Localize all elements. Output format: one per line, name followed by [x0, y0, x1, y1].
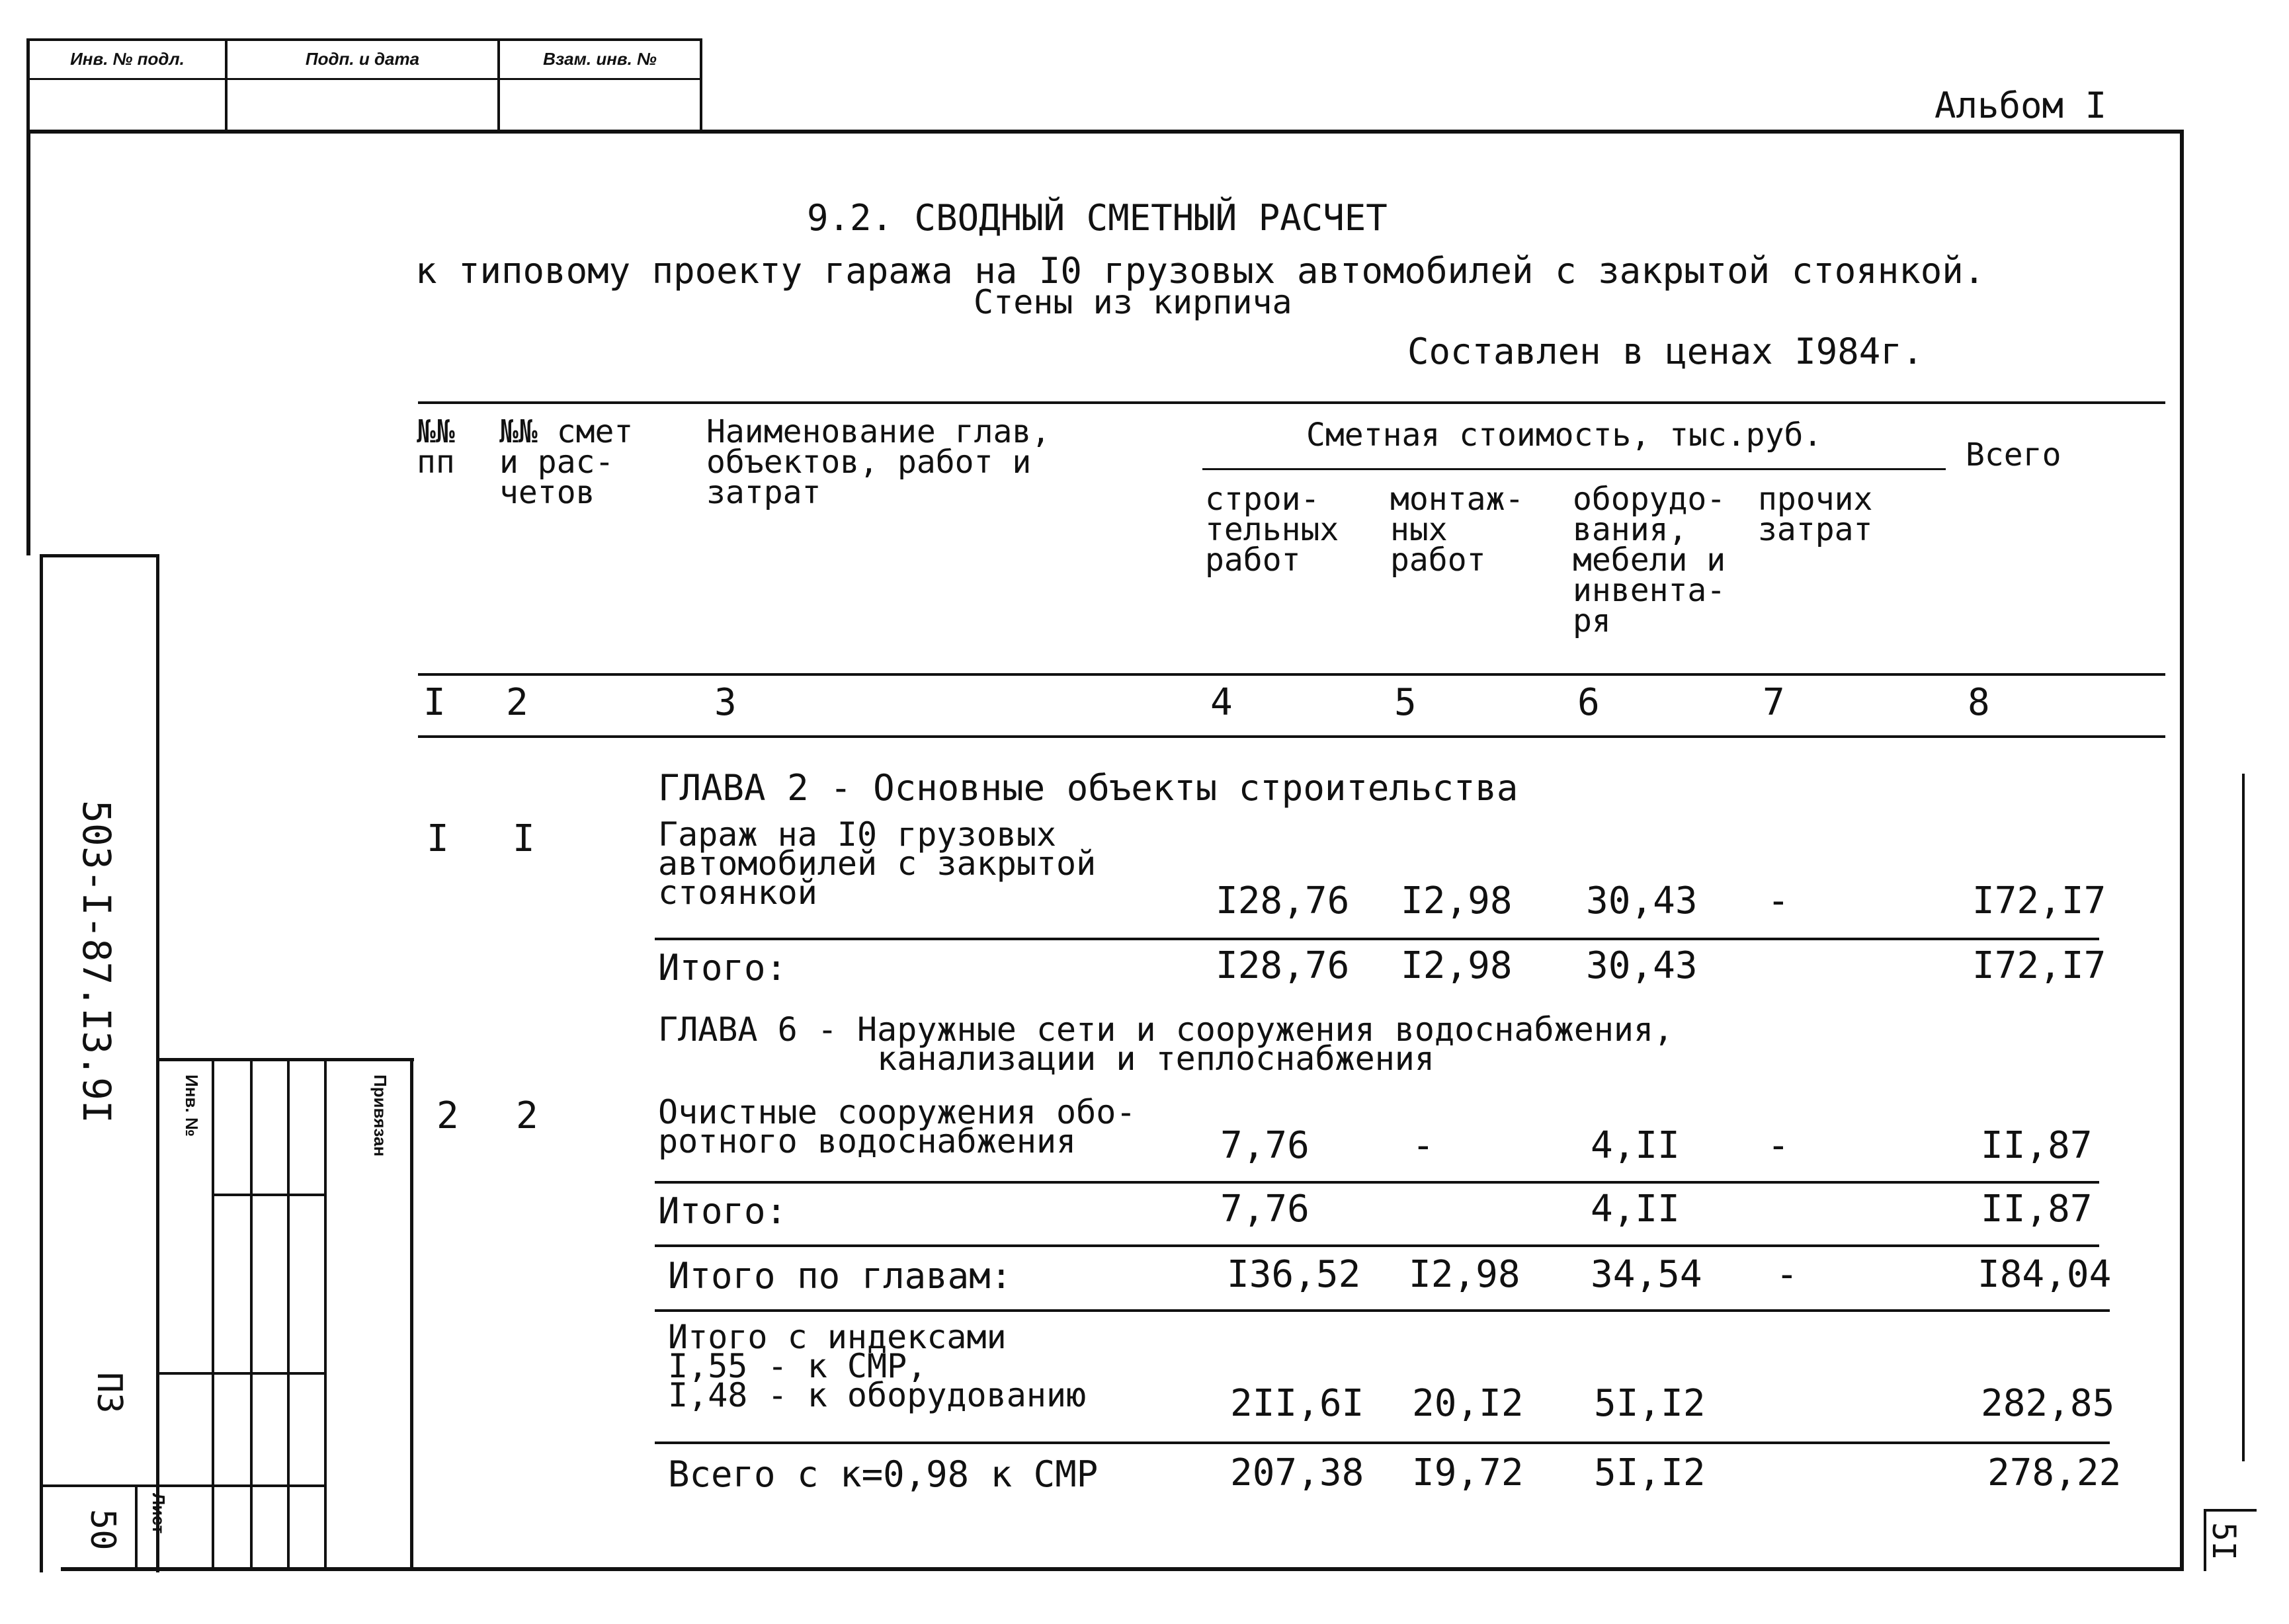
total-chapters-other: -: [1776, 1253, 1798, 1296]
row2-construction: 7,76: [1220, 1124, 1310, 1167]
indices-total: 282,85: [1981, 1382, 2115, 1425]
side-doc-code: 503-I-87.I3.9I: [74, 800, 119, 1123]
indices-construction: 2II,6I: [1230, 1382, 1364, 1425]
stamp-top-line: [26, 38, 701, 41]
row2-smeta: 2: [516, 1094, 538, 1137]
grid-h3: [156, 1484, 327, 1487]
side-list-label: Лист: [149, 1493, 169, 1534]
stamp-mid-line: [26, 78, 701, 80]
colnum-2: 2: [506, 681, 528, 724]
colnum-7: 7: [1763, 681, 1785, 724]
grid-v1: [212, 1058, 214, 1570]
hdr-name: Наименование глав, объектов, работ и затрат: [706, 413, 1051, 511]
chapter-2-heading: ГЛАВА 2 - Основные объекты строительства: [658, 767, 1519, 809]
colnum-6: 6: [1577, 681, 1600, 724]
colnum-1: I: [423, 681, 446, 724]
grid-right: [410, 1058, 413, 1570]
row2-name: Очистные сооружения обо- ротного водоснабжения: [658, 1093, 1136, 1160]
total2-line: [655, 1244, 2099, 1247]
total1-construction: I28,76: [1216, 944, 1350, 987]
indices-label: Итого с индексами I,55 - к СМР, I,48 - к оборудованию: [668, 1318, 1087, 1414]
row2-other: -: [1767, 1124, 1790, 1167]
total-chapters-line: [655, 1309, 2110, 1312]
grand-installation: I9,72: [1412, 1451, 1524, 1494]
total-chapters-total: I84,04: [1977, 1253, 2112, 1296]
chapter-6-heading: ГЛАВА 6 - Наружные сети и сооружения водоснабжения, канализации и теплоснабжения: [658, 1010, 1674, 1078]
grand-total: 278,22: [1987, 1451, 2122, 1494]
total2-equipment: 4,II: [1591, 1188, 1680, 1231]
frame-left-upper: [26, 130, 30, 555]
grid-v3: [287, 1058, 290, 1570]
total-chapters-installation: I2,98: [1409, 1253, 1520, 1296]
side-page-left: 50: [83, 1509, 122, 1551]
grand-label: Всего с к=0,98 к СМР: [668, 1453, 1099, 1495]
total2-total: II,87: [1981, 1188, 2093, 1231]
stamp-vzam-inv: Взам. инв. №: [543, 49, 657, 69]
header-bottom-line: [418, 673, 2165, 676]
total-chapters-equipment: 34,54: [1591, 1253, 1702, 1296]
grid-v4: [324, 1058, 327, 1570]
side-block-top: [40, 554, 159, 557]
colnum-5: 5: [1394, 681, 1417, 724]
colnum-4: 4: [1210, 681, 1233, 724]
total-chapters-construction: I36,52: [1227, 1253, 1361, 1296]
row1-total: I72,I7: [1972, 879, 2106, 922]
hdr-pp: №№ пп: [417, 413, 455, 481]
right-edge-line: [2242, 774, 2245, 1461]
title-line1: 9.2. СВОДНЫЙ СМЕТНЫЙ РАСЧЕТ: [807, 197, 1388, 239]
grid-h2: [156, 1372, 327, 1375]
grid-v2: [250, 1058, 253, 1570]
row2-total: II,87: [1981, 1124, 2093, 1167]
grid-top: [156, 1058, 414, 1061]
row1-construction: I28,76: [1216, 879, 1350, 922]
total1-label: Итого:: [658, 947, 788, 989]
side-section: ПЗ: [89, 1372, 129, 1414]
hdr-construction: строи- тельных работ: [1205, 481, 1339, 579]
grid-h1: [212, 1194, 327, 1196]
stamp-right-line: [700, 38, 702, 131]
total1-total: I72,I7: [1972, 944, 2106, 987]
grand-equipment: 5I,I2: [1594, 1451, 1706, 1494]
table-top-line: [418, 401, 2165, 404]
row2-equipment: 4,II: [1591, 1124, 1680, 1167]
row1-installation: I2,98: [1401, 879, 1513, 922]
grand-construction: 207,38: [1230, 1451, 1364, 1494]
hdr-other: прочих затрат: [1758, 481, 1873, 548]
right-box-top: [2204, 1509, 2257, 1512]
row2-installation: -: [1412, 1124, 1435, 1167]
hdr-total: Всего: [1966, 436, 2061, 473]
hdr-installation: монтаж- ных работ: [1390, 481, 1524, 579]
frame-right: [2180, 130, 2184, 1571]
row1-equipment: 30,43: [1586, 879, 1698, 922]
side-block-split: [40, 1484, 159, 1487]
stamp-inv-podl: Инв. № подл.: [70, 49, 185, 69]
row1-smeta: I: [513, 817, 535, 860]
title-line3: Стены из кирпича: [974, 283, 1292, 321]
total2-label: Итого:: [658, 1190, 788, 1232]
frame-bottom: [61, 1567, 2184, 1571]
frame-top: [26, 130, 2184, 134]
row1-other: -: [1767, 879, 1790, 922]
side-block-right: [156, 554, 159, 1572]
row1-line: [655, 938, 2099, 940]
grid-privyazan: Привязан: [370, 1075, 390, 1157]
title-line2: к типовому проекту гаража на I0 грузовых автомобилей с закрытой стоянкой.: [415, 250, 1985, 292]
side-block-left: [40, 554, 43, 1572]
total1-installation: I2,98: [1401, 944, 1513, 987]
album-label: Альбом I: [1935, 85, 2107, 126]
indices-equipment: 5I,I2: [1594, 1382, 1706, 1425]
hdr-cost-group: Сметная стоимость, тыс.руб.: [1306, 417, 1823, 454]
row2-line: [655, 1181, 2099, 1184]
colnum-8: 8: [1968, 681, 1990, 724]
total-chapters-label: Итого по главам:: [668, 1255, 1013, 1297]
title-prices: Составлен в ценах I984г.: [1407, 331, 1924, 372]
cost-group-line: [1202, 468, 1946, 470]
row1-name: Гараж на I0 грузовых автомобилей с закрытой стоянкой: [658, 815, 1097, 912]
total1-equipment: 30,43: [1586, 944, 1698, 987]
side-block-list-div: [135, 1484, 138, 1570]
stamp-podp-data: Подп. и дата: [305, 49, 420, 69]
col-numbers-line: [418, 735, 2165, 738]
total2-construction: 7,76: [1220, 1188, 1310, 1231]
grid-inv-label: Инв. №: [182, 1075, 202, 1137]
hdr-equipment: оборудо- вания, мебели и инвента- ря: [1573, 481, 1726, 639]
colnum-3: 3: [714, 681, 737, 724]
row2-pp: 2: [437, 1094, 459, 1137]
row1-pp: I: [427, 817, 449, 860]
indices-installation: 20,I2: [1412, 1382, 1524, 1425]
indices-line: [655, 1441, 2110, 1444]
hdr-smeta: №№ смет и рас- четов: [499, 413, 634, 511]
page-right: 5I: [2205, 1522, 2242, 1561]
